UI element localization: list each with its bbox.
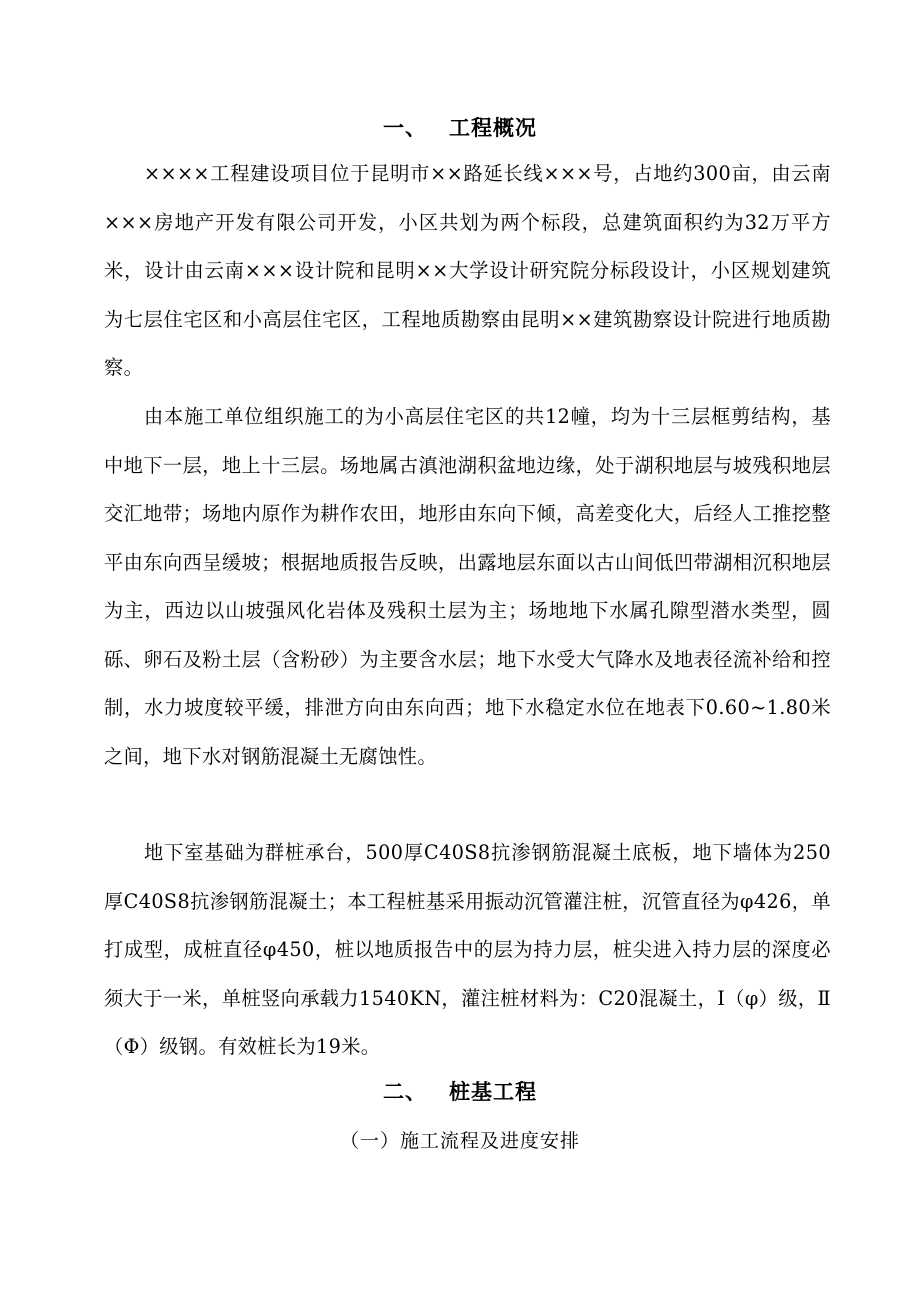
subsection-heading: （一）施工流程及进度安排 [339,1130,580,1152]
paragraph-site-geology: 由本施工单位组织施工的为小高层住宅区的共12幢，均为十三层框剪结构，基中地下一层，地上十三层。场地属古滇池湖积盆地边缘，处于湖积地层与坡残积地层交汇地带；场地内原作为耕作农田，地形由东向下倾，高差变化大，后经人工推挖整平由东向西呈缓坡；根据地质报告反映，出露地层东面以古山间低凹带湖相沉积地层为主，西边以山坡强风化岩体及残积土层为主；场地地下水属孔隙型潜水类型，圆砾、卵石及粉土层（含粉砂）为主要含水层；地下水受大气降水及地表径流补给和控制，水力坡度较平缓，排泄方向由东向西；地下水稳定水位在地表下0.60~1.80米之间，地下水对钢筋混凝土无腐蚀性。 [104,405,831,768]
section-title-2: 桩基工程 [449,1080,537,1104]
section-heading-2 [0,1076,920,1106]
section-title-1: 工程概况 [449,116,537,140]
section-number-1: 一、 [383,116,427,140]
paragraph-foundation-piles: 地下室基础为群桩承台，500厚C40S8抗渗钢筋混凝土底板，地下墙体为250厚C40S8抗渗钢筋混凝土；本工程桩基采用振动沉管灌注桩，沉管直径为φ426，单打成型，成桩直径φ450，桩以地质报告中的层为持力层，桩尖进入持力层的深度必须大于一米，单桩竖向承载力1540KN，灌注桩材料为：C20混凝土，Ⅰ（φ）级，Ⅱ（Φ）级钢。有效桩长为19米。 [104,841,831,1058]
section-heading-1 [0,112,920,142]
section-number-2: 二、 [383,1080,427,1104]
paragraph-project-location: ××××工程建设项目位于昆明市××路延长线×××号，占地约300亩，由云南×××房地产开发有限公司开发，小区共划为两个标段，总建筑面积约为32万平方米，设计由云南×××设计院和昆明××大学设计研究院分标段设计，小区规划建筑为七层住宅区和小高层住宅区，工程地质勘察由昆明××建筑勘察设计院进行地质勘察。 [104,162,831,379]
